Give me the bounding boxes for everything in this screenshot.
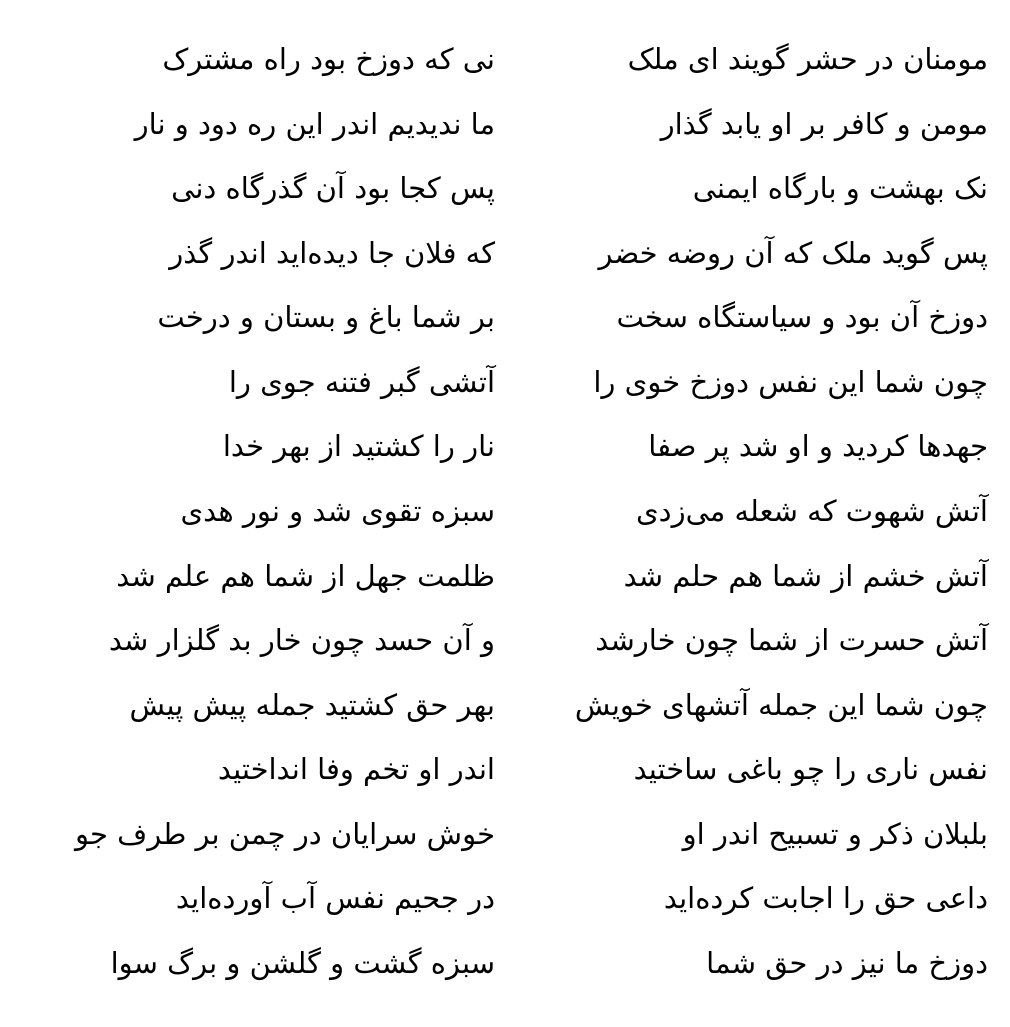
verse-row — [0, 352, 1010, 412]
verse-row — [0, 546, 1010, 606]
verse-row — [0, 610, 1010, 670]
first-hemistich: چون شما این نفس دوزخ خوی را — [593, 365, 988, 399]
verse-row — [0, 416, 1010, 476]
first-hemistich: بلبلان ذکر و تسبیح اندر او — [682, 817, 988, 851]
first-hemistich: جهدها کردید و او شد پر صفا — [648, 429, 988, 463]
first-hemistich: آتش حسرت از شما چون خارشد — [595, 623, 988, 657]
first-hemistich: نفس ناری را چو باغی ساختید — [633, 752, 988, 786]
verse-row — [0, 223, 1010, 283]
first-hemistich: نک بهشت و بارگاه ایمنی — [692, 171, 988, 205]
second-hemistich: ظلمت جهل از شما هم علم شد — [116, 559, 495, 593]
first-hemistich: مومن و کافر بر او یابد گذار — [660, 107, 988, 141]
first-hemistich: دوزخ آن بود و سیاستگاه سخت — [616, 300, 988, 334]
verse-row — [0, 868, 1010, 928]
second-hemistich: ما ندیدیم اندر این ره دود و نار — [134, 107, 495, 141]
verse-row — [0, 29, 1010, 89]
verse-row — [0, 933, 1010, 993]
first-hemistich: داعی حق را اجابت کرده‌اید — [663, 881, 988, 915]
verse-row — [0, 94, 1010, 154]
second-hemistich: در جحیم نفس آب آورده‌اید — [175, 881, 495, 915]
first-hemistich: مومنان در حشر گویند ای ملک — [627, 42, 988, 76]
second-hemistich: آتشی گبر فتنه جوی را — [228, 365, 495, 399]
second-hemistich: نار را کشتید از بهر خدا — [222, 429, 495, 463]
first-hemistich: آتش خشم از شما هم حلم شد — [623, 559, 988, 593]
verse-row — [0, 481, 1010, 541]
second-hemistich: خوش سرایان در چمن بر طرف جو — [75, 817, 495, 851]
second-hemistich: که فلان جا دیده‌اید اندر گذر — [169, 236, 495, 270]
second-hemistich: اندر او تخم وفا انداختید — [217, 752, 495, 786]
first-hemistich: چون شما این جمله آتشهای خویش — [574, 688, 988, 722]
verse-row — [0, 675, 1010, 735]
verse-row — [0, 287, 1010, 347]
second-hemistich: سبزه گشت و گلشن و برگ سوا — [110, 946, 495, 980]
second-hemistich: و آن حسد چون خار بد گلزار شد — [108, 623, 495, 657]
first-hemistich: آتش شهوت که شعله می‌زدی — [635, 494, 988, 528]
verse-row — [0, 158, 1010, 218]
second-hemistich: پس کجا بود آن گذرگاه دنی — [171, 171, 495, 205]
verse-row — [0, 804, 1010, 864]
second-hemistich: نی که دوزخ بود راه مشترک — [162, 42, 495, 76]
first-hemistich: پس گوید ملک که آن روضه خضر — [598, 236, 988, 270]
first-hemistich: دوزخ ما نیز در حق شما — [706, 946, 988, 980]
verse-row — [0, 739, 1010, 799]
second-hemistich: سبزه تقوی شد و نور هدی — [180, 494, 495, 528]
second-hemistich: بر شما باغ و بستان و درخت — [157, 300, 495, 334]
second-hemistich: بهر حق کشتید جمله پیش پیش — [129, 688, 495, 722]
